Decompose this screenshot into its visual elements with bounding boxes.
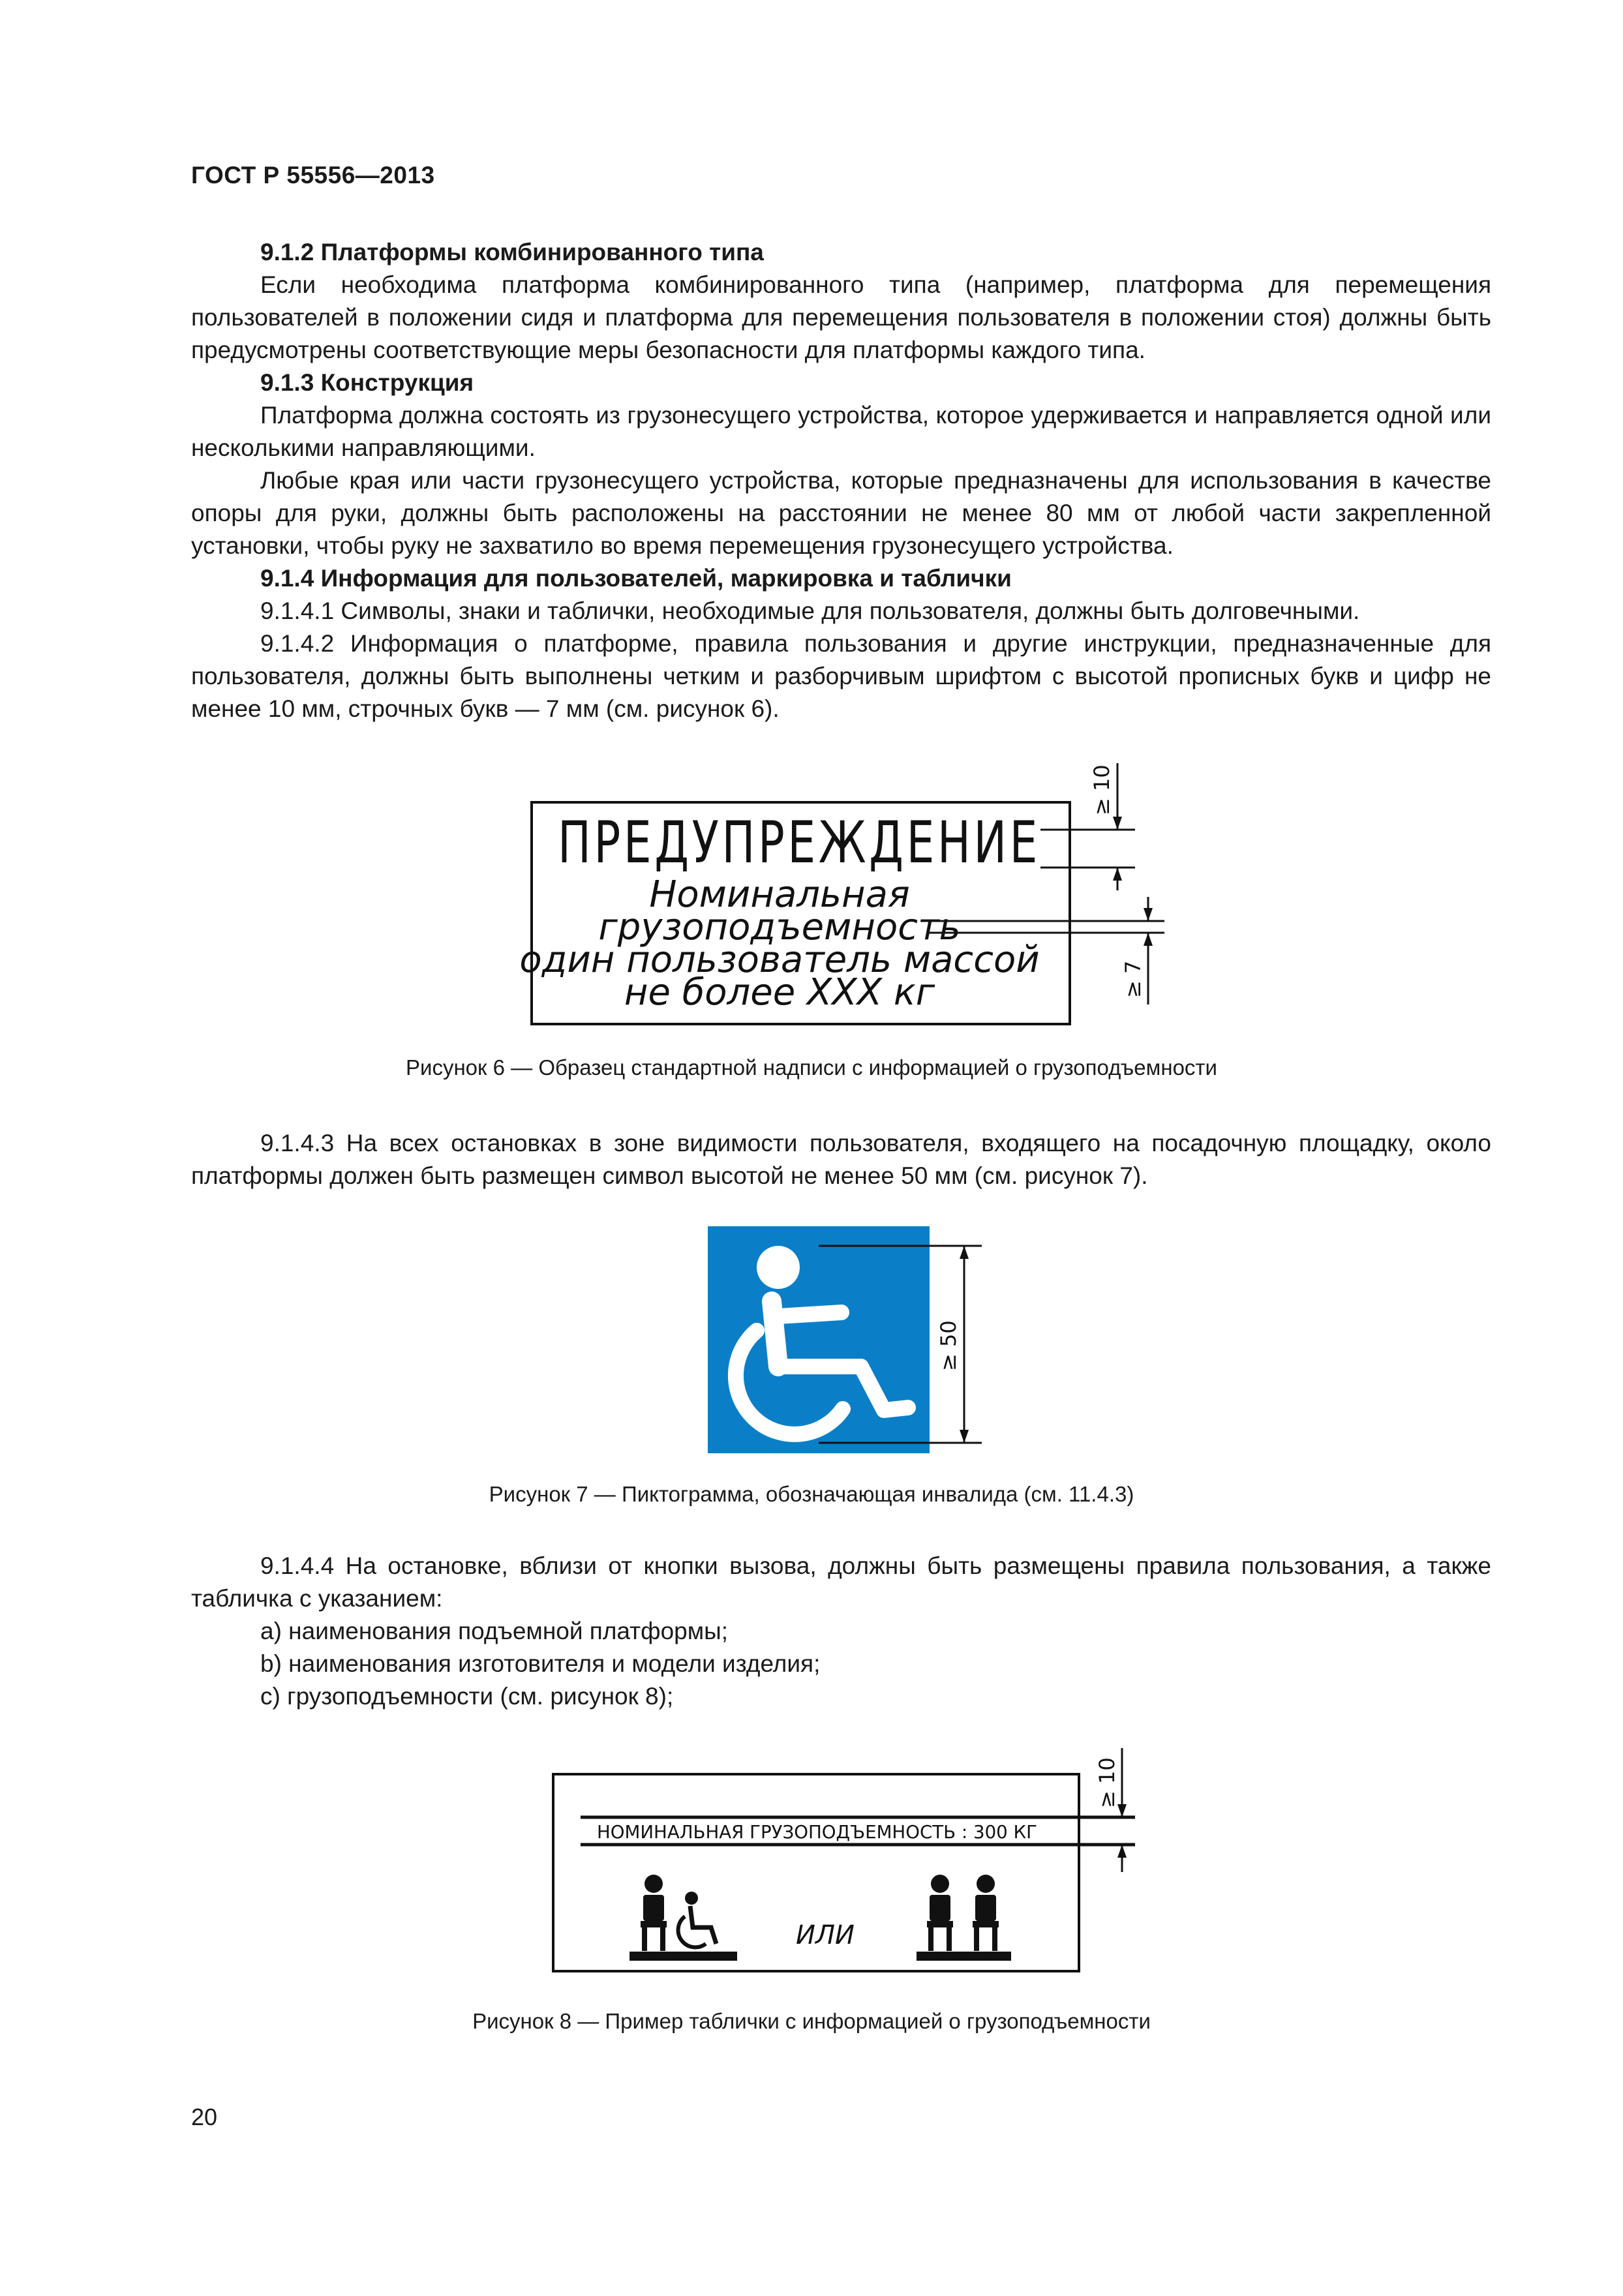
dimension-label-lower: ≥ 7 xyxy=(1121,960,1145,998)
figure-7-caption: Рисунок 7 — Пиктограмма, обозначающая инвалида (см. 11.4.3) xyxy=(489,1482,1134,1506)
paragraph-9-1-3-1: Платформа должна состоять из грузонесущего устройства, которое удерживается и направляется одной или несколькими направляющими. xyxy=(191,402,1491,461)
paragraph-9-1-2: Если необходима платформа комбинированного типа (например, платформа для перемещения пользователей в положении сидя и платформа для перемещения пользователя в положении стоя) должны быть предусмотрены соответствующие меры безопасности для платформы каждого типа. xyxy=(191,271,1491,363)
plate-capacity-text: НОМИНАЛЬНАЯ ГРУЗОПОДЪЕМНОСТЬ : 300 КГ xyxy=(597,1821,1037,1843)
sign-line-5: не более XXX кг xyxy=(624,971,935,1014)
list-item-b: b) наименования изготовителя и модели изделия; xyxy=(260,1650,821,1677)
heading-9-1-2: 9.1.2 Платформы комбинированного типа xyxy=(260,239,764,265)
heading-9-1-3: 9.1.3 Конструкция xyxy=(260,369,474,396)
figure-7-wheelchair-sign xyxy=(0,1226,1623,1468)
dimension-label-50: ≥ 50 xyxy=(936,1320,961,1371)
document-header: ГОСТ Р 55556—2013 xyxy=(191,162,435,189)
paragraph-9-1-4-4: 9.1.4.4 На остановке, вблизи от кнопки вызова, должны быть размещены правила пользования, а также табличка с указанием: xyxy=(191,1552,1491,1612)
or-text: ИЛИ xyxy=(796,1920,855,1950)
figure-6-warning-sign xyxy=(0,750,1623,1057)
heading-9-1-4: 9.1.4 Информация для пользователей, маркировка и таблички xyxy=(260,565,1012,592)
paragraph-9-1-4-3: 9.1.4.3 На всех остановках в зоне видимости пользователя, входящего на посадочную площадку, около платформы должен быть размещен символ высотой не менее 50 мм (см. рисунок 7). xyxy=(191,1130,1491,1189)
dimension-label-upper: ≥ 10 xyxy=(1089,764,1114,815)
two-persons-icon xyxy=(917,1875,1011,1961)
list-item-a: a) наименования подъемной платформы; xyxy=(260,1618,729,1644)
paragraph-9-1-4-2: 9.1.4.2 Информация о платформе, правила пользования и другие инструкции, предназначенные для пользователя, должны быть выполнены четким и разборчивым шрифтом с высотой прописных букв и цифр не менее 10 мм, строчных букв — 7 мм (см. рисунок 6). xyxy=(191,630,1491,722)
sign-line-2: Номинальная xyxy=(649,873,910,916)
person-and-wheelchair-icon xyxy=(629,1875,737,1961)
dimension-label-plate: ≥ 10 xyxy=(1095,1757,1119,1808)
paragraph-9-1-4-1: 9.1.4.1 Символы, знаки и таблички, необходимые для пользователя, должны быть долговечными. xyxy=(260,597,1360,624)
sections-block xyxy=(191,236,1491,725)
sign-line-1: ПРЕДУПРЕЖДЕНИЕ xyxy=(558,809,1040,876)
figure-6-caption: Рисунок 6 — Образец стандартной надписи с информацией о грузоподъемности xyxy=(406,1055,1217,1080)
sign-line-4: один пользователь массой xyxy=(519,939,1040,981)
paragraph-9-1-4-4-block xyxy=(191,1550,1491,1713)
page-number: 20 xyxy=(191,2104,218,2130)
figure-8-capacity-plate xyxy=(0,1748,1623,1983)
figure-8-caption: Рисунок 8 — Пример таблички с информацией о грузоподъемности xyxy=(472,2009,1151,2033)
sign-line-3: грузоподъемность xyxy=(598,906,961,948)
list-item-c: c) грузоподъемности (см. рисунок 8); xyxy=(260,1683,674,1710)
paragraph-9-1-4-3-block xyxy=(191,1127,1491,1192)
paragraph-9-1-3-2: Любые края или части грузонесущего устройства, которые предназначены для использования в качестве опоры для руки, должны быть расположены на расстоянии не менее 80 мм от любой части закрепленной установки, чтобы руку не захватило во время перемещения грузонесущего устройства. xyxy=(191,467,1491,559)
